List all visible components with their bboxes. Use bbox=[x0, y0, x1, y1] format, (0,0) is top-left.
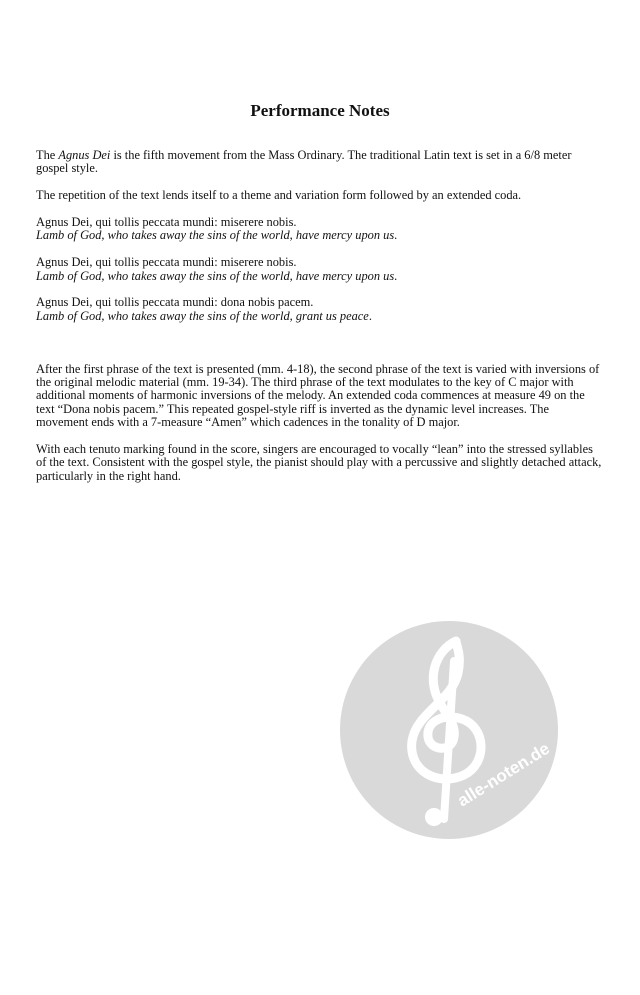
verse-2 bbox=[36, 256, 604, 283]
intro-lead: The bbox=[36, 148, 59, 162]
performance-paragraph: With each tenuto marking found in the score, singers are encouraged to vocally “lean” into the stressed syllables of the text. Consistent with the gospel style, the pianist should play with a percussive and slightly detached attack, particularly in the right hand. bbox=[36, 442, 602, 483]
watermark-text: alle-noten.de bbox=[454, 738, 554, 811]
verse-3 bbox=[36, 296, 604, 323]
form-paragraph: The repetition of the text lends itself to a theme and variation form followed by an extended coda. bbox=[36, 188, 522, 203]
verse-1 bbox=[36, 216, 604, 243]
verse-latin: Agnus Dei, qui tollis peccata mundi: miserere nobis. bbox=[36, 215, 297, 229]
verse-english: Lamb of God, who takes away the sins of the world, have mercy upon us bbox=[36, 228, 395, 243]
watermark-logo bbox=[340, 621, 558, 839]
intro-paragraph bbox=[36, 149, 604, 176]
verse-latin: Agnus Dei, qui tollis peccata mundi: miserere nobis. bbox=[36, 255, 297, 270]
intro-agnus-title: Agnus Dei bbox=[58, 148, 111, 162]
clef-dot bbox=[425, 808, 443, 826]
notes-body bbox=[36, 149, 604, 497]
verse-end: . bbox=[394, 228, 398, 243]
verse-english: Lamb of God, who takes away the sins of the world, grant us peace bbox=[36, 308, 369, 323]
verse-english: Lamb of God, who takes away the sins of the world, have mercy upon us bbox=[36, 268, 395, 283]
verse-end: . bbox=[394, 268, 398, 283]
spacer bbox=[36, 337, 604, 363]
verse-end: . bbox=[368, 308, 372, 323]
page-title: Performance Notes bbox=[250, 101, 390, 120]
intro-rest: is the fifth movement from the Mass Ordinary. The traditional Latin text is set in a 6/8 meter gospel style. bbox=[36, 148, 572, 176]
verse-latin: Agnus Dei, qui tollis peccata mundi: dona nobis pacem. bbox=[36, 295, 314, 310]
analysis-paragraph: After the first phrase of the text is presented (mm. 4-18), the second phrase of the text is varied with inversions of the original melodic material (mm. 19-34). The third phrase of the text modulates to the key of C major with additional moments of harmonic inversions of the melody. An extended coda commences at measure 49 on the text “Dona nobis pacem.” This repeated gospel-style riff is inverted as the dynamic level increases. The movement ends with a 7-measure “Amen” which cadences in the tonality of D major. bbox=[36, 361, 600, 430]
